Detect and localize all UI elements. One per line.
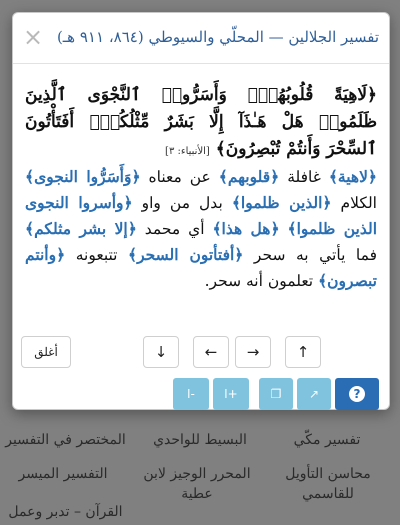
tafsir-gloss: تتبعونه — [65, 246, 128, 264]
tafsir-gloss: فما يأتي به سحر — [243, 246, 377, 264]
help-icon: ? — [349, 386, 365, 402]
ayah-text — [25, 82, 377, 165]
tafsir-gloss: أي محمد — [136, 220, 213, 238]
bg-item-muyassar[interactable]: التفسير الميسر — [18, 466, 108, 482]
background-tafsir-list — [0, 410, 400, 525]
help-button[interactable] — [335, 378, 379, 410]
modal-title: تفسير الجلالين — المحلّي والسيوطي (٨٦٤، ٩١١ هـ) — [56, 28, 379, 46]
copy-button[interactable]: ❐ — [259, 378, 293, 410]
font-decrease-button[interactable]: -ا — [173, 378, 209, 410]
bg-item-ibn-atiyya[interactable]: المحرر الوجيز لابن عطية — [143, 466, 251, 502]
modal-body — [13, 64, 389, 334]
tafsir-gloss: الكلام — [331, 194, 377, 212]
tafsir-gloss: تعلمون أنه سحر. — [204, 272, 319, 290]
up-arrow-button[interactable]: ↑ — [285, 336, 321, 368]
bg-item-makki[interactable]: تفسير مكّي — [293, 432, 361, 448]
quoted-phrase: ﴿وأنتم تبصرون﴾ — [25, 245, 377, 290]
left-arrow-button[interactable]: ← — [193, 336, 229, 368]
tafsir-gloss: غافلة — [279, 168, 329, 186]
tafsir-modal — [12, 12, 390, 410]
quoted-phrase: ﴿وأسروا النجوى الذين ظلموا﴾ — [25, 193, 378, 238]
share-button[interactable]: ↗ — [297, 378, 331, 410]
bg-item-tadabbur[interactable]: القرآن – تدبر وعمل — [8, 504, 123, 520]
bg-item-mukhtasar[interactable]: المختصر في التفسير — [5, 432, 126, 448]
close-icon[interactable]: × — [22, 23, 44, 51]
ayah-reference: [الأنبياء: ٣] — [165, 146, 210, 157]
bg-item-qasimi[interactable]: محاسن التأويل للقاسمي — [285, 466, 371, 502]
quoted-phrase: ﴿أفتأتون السحر﴾ — [128, 245, 244, 264]
bg-item-basit[interactable]: البسيط للواحدي — [153, 432, 247, 448]
quoted-phrase: ﴿إلا بشر مثلكم﴾ — [25, 219, 137, 238]
quoted-phrase: ﴿لاهية﴾ — [328, 167, 377, 186]
tafsir-gloss: بدل من واو — [132, 194, 232, 212]
right-arrow-button[interactable]: → — [235, 336, 271, 368]
modal-header — [13, 13, 389, 64]
tafsir-text — [25, 164, 377, 294]
action-buttons — [173, 378, 383, 412]
navigation-buttons — [21, 336, 381, 368]
close-button[interactable]: أغلق — [21, 336, 71, 368]
down-arrow-button[interactable]: ↓ — [143, 336, 179, 368]
tafsir-gloss — [280, 220, 288, 238]
quoted-phrase: ﴿وَأَسَرُّوا النجوى﴾ — [25, 167, 141, 186]
quoted-phrase: ﴿قلوبهم﴾ — [218, 167, 280, 186]
quoted-phrase: ﴿هل هذا﴾ — [212, 219, 280, 238]
font-increase-button[interactable]: +ا — [213, 378, 249, 410]
quoted-phrase: ﴿الذين ظلموا﴾ — [231, 193, 332, 212]
tafsir-gloss: عن معناه — [140, 168, 219, 186]
ayah-verse: ﴿لَاهِيَةً قُلُوبُهُمْۗ وَأَسَرُّوا۟ ٱلنَّجْوَى ٱلَّذِينَ ظَلَمُوا۟ هَلْ هَـٰذَآ إِلَّا بَشَرٌ مِّثْلُكُمْۖ أَفَتَأْتُونَ ٱلسِّحْرَ وَأَنتُمْ تُبْصِرُونَ﴾ — [25, 85, 377, 159]
